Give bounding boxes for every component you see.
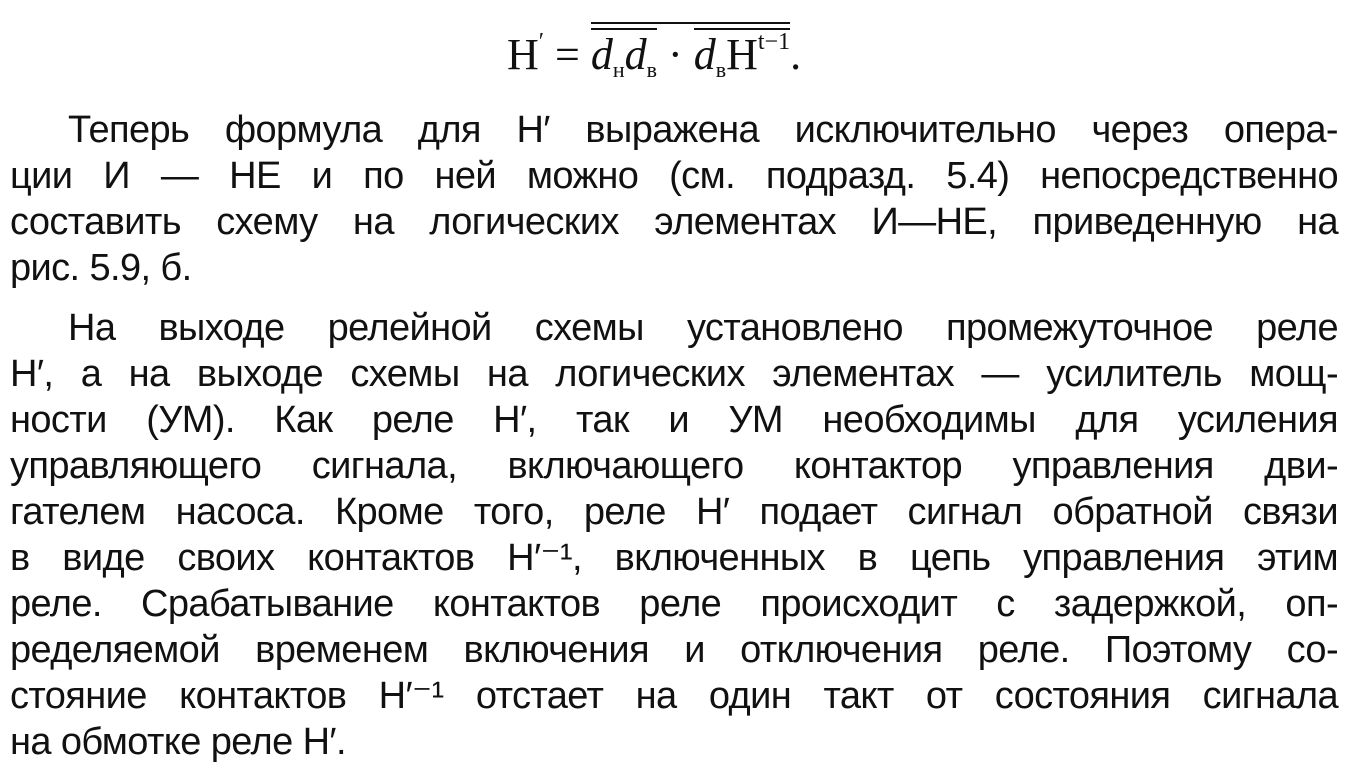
paragraph-2-line: в виде своих контактов H′⁻¹, включенных в цепь управления этим: [10, 537, 1338, 579]
formula-outer-bar: [590, 22, 791, 82]
formula-inner-bar-2: [693, 28, 791, 82]
formula-h-sup: t−1: [757, 29, 791, 55]
formula-d-n: d: [590, 30, 613, 79]
formula-equals: =: [544, 30, 591, 79]
paragraph-2-line: управляющего сигнала, включающего контактор управления дви-: [10, 445, 1338, 487]
formula-lhs: H: [507, 30, 539, 79]
paragraph-2-line: стояние контактов H′⁻¹ отстает на один такт от состояния сигнала: [10, 675, 1338, 717]
formula-h: H: [726, 30, 758, 79]
paragraph-1-line: составить схему на логических элементах И—НЕ, приведенную на: [10, 201, 1338, 243]
formula-dot: ·: [657, 30, 694, 79]
paragraph-2-line: на обмотке реле H′.: [10, 721, 346, 763]
paragraph-1-line: Теперь формула для H′ выражена исключительно через опера-: [68, 109, 1338, 151]
formula-d-v: d: [624, 30, 647, 79]
formula: [507, 22, 801, 92]
formula-sub-v: в: [646, 57, 658, 82]
formula-sub-n: н: [612, 57, 625, 82]
paragraph-1-line: рис. 5.9, б.: [10, 247, 192, 289]
formula-d-v2: d: [693, 30, 716, 79]
paragraph-2-line: ределяемой временем включения и отключения реле. Поэтому со-: [10, 629, 1338, 671]
formula-lhs-prime: ′: [538, 29, 545, 55]
paragraph-1: [10, 107, 1338, 291]
paragraph-2: [10, 305, 1338, 765]
paragraph-2-line: H′, а на выходе схемы на логических элементах — усилитель мощ-: [10, 353, 1338, 395]
formula-inner-bar-1: [590, 28, 658, 82]
paragraph-2-line: реле. Срабатывание контактов реле происходит с задержкой, оп-: [10, 583, 1338, 625]
paragraph-1-line: ции И — НЕ и по ней можно (см. подразд. 5.4) непосредственно: [10, 155, 1338, 197]
formula-sub-v2: в: [715, 57, 727, 82]
paragraph-2-line: гателем насоса. Кроме того, реле H′ подает сигнал обратной связи: [10, 491, 1338, 533]
paragraph-2-line: ности (УМ). Как реле H′, так и УМ необходимы для усиления: [10, 399, 1338, 441]
formula-period: .: [790, 30, 802, 79]
paragraph-2-line: На выходе релейной схемы установлено промежуточное реле: [68, 307, 1338, 349]
